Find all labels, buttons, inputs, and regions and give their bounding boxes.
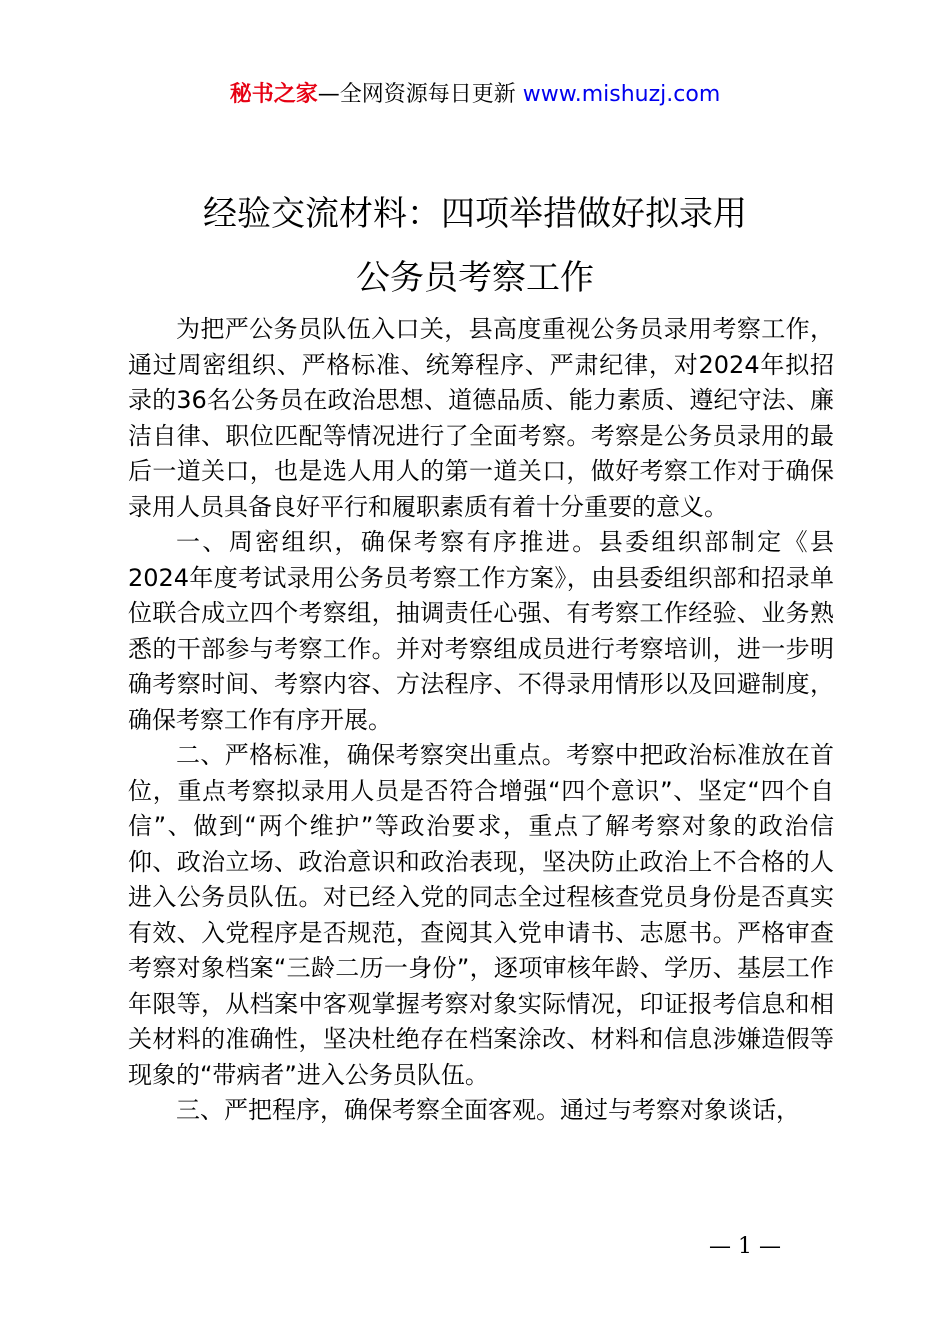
site-url-link[interactable]: www.mishuzj.com — [522, 82, 721, 107]
document-body — [128, 312, 834, 1129]
site-brand: 秘书之家 — [229, 82, 318, 107]
site-tagline: —全网资源每日更新 — [317, 82, 516, 107]
paragraph-section-1: 一、周密组织，确保考察有序推进。县委组织部制定《县2024年度考试录用公务员考察工作方案》，由县委组织部和招录单位联合成立四个考察组，抽调责任心强、有考察工作经验、业务熟悉的干部参与考察工作。并对考察组成员进行考察培训，进一步明确考察时间、考察内容、方法程序、不得录用情形以及回避制度，确保考察工作有序开展。 — [128, 528, 834, 734]
paragraph-intro: 为把严公务员队伍入口关，县高度重视公务员录用考察工作，通过周密组织、严格标准、统筹程序、严肃纪律，对2024年拟招录的36名公务员在政治思想、道德品质、能力素质、遵纪守法、廉洁自律、职位匹配等情况进行了全面考察。考察是公务员录用的最后一道关口，也是选人用人的第一道关口，做好考察工作对于确保录用人员具备良好平行和履职素质有着十分重要的意义。 — [128, 315, 834, 521]
document-title-line-1: 经验交流材料：四项举措做好拟录用 — [203, 194, 747, 234]
document-title-line-2: 公务员考察工作 — [356, 258, 594, 298]
paragraph-section-2: 二、严格标准，确保考察突出重点。考察中把政治标准放在首位，重点考察拟录用人员是否符合增强“四个意识”、坚定“四个自信”、做到“两个维护”等政治要求，重点了解考察对象的政治信仰、政治立场、政治意识和政治表现，坚决防止政治上不合格的人进入公务员队伍。对已经入党的同志全过程核查党员身份是否真实有效、入党程序是否规范，查阅其入党申请书、志愿书。严格审查考察对象档案“三龄二历一身份”，逐项审核年龄、学历、基层工作年限等，从档案中客观掌握考察对象实际情况，印证报考信息和相关材料的准确性，坚决杜绝存在档案涂改、材料和信息涉嫌造假等现象的“带病者”进入公务员队伍。 — [128, 741, 834, 1089]
paragraph-section-3: 三、严把程序，确保考察全面客观。通过与考察对象谈话， — [176, 1096, 800, 1124]
site-header — [0, 78, 950, 112]
page-number: — 1 — — [709, 1234, 781, 1259]
